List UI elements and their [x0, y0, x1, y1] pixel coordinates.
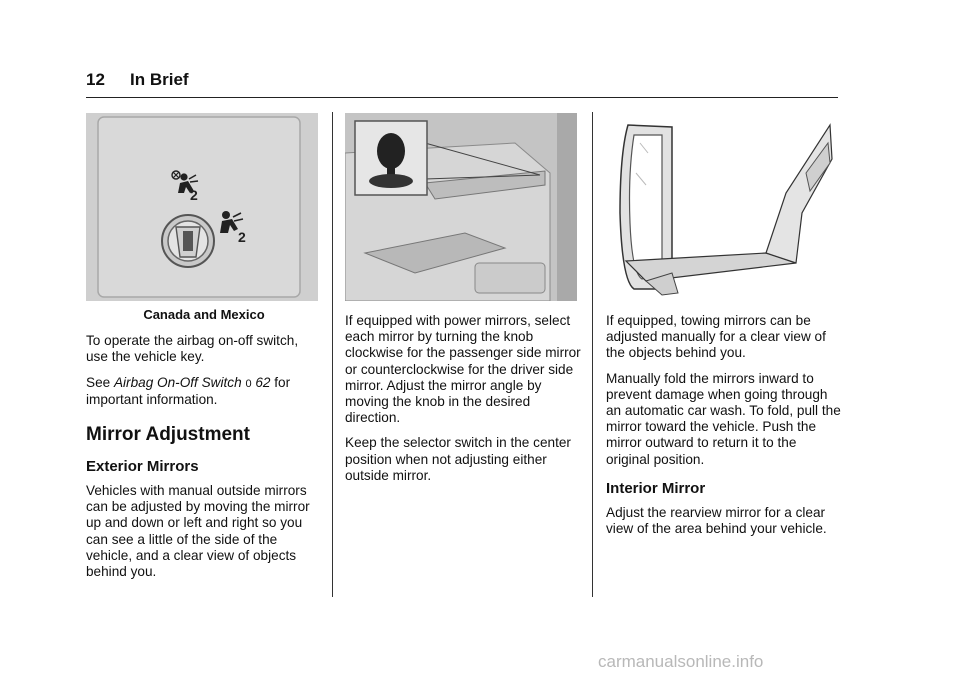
see-prefix: See [86, 374, 111, 390]
cross-reference-link[interactable]: Airbag On-Off Switch [113, 374, 242, 390]
column-divider [592, 112, 593, 597]
figure-caption: Canada and Mexico [143, 307, 265, 322]
column-2 [345, 113, 581, 493]
column-divider [332, 112, 333, 597]
icon-label: 2 [190, 187, 198, 203]
section-heading: Mirror Adjustment [86, 424, 250, 446]
see-suffix: for important information. [86, 374, 291, 407]
page-ref-number: 62 [255, 374, 271, 390]
key-switch-icon [162, 215, 214, 267]
header-divider [86, 97, 838, 98]
page-header [86, 70, 189, 90]
subsection-heading: Interior Mirror [606, 479, 706, 497]
selector-switch-paragraph: Keep the selector switch in the center position when not adjusting either outside mirror. [345, 435, 571, 483]
exterior-paragraph: Vehicles with manual outside mirrors can be adjusted by moving the mirror up and down or left and right so you can see a little of the side of the vehicle, and a clear view of objects behind you. [86, 483, 310, 580]
icon-label: 2 [238, 229, 246, 245]
mirror-control-knob-icon [355, 121, 427, 195]
interior-mirror-paragraph: Adjust the rearview mirror for a clear view of the area behind your vehicle. [606, 504, 827, 537]
column-3 [606, 113, 842, 546]
power-mirror-door-figure [345, 113, 577, 301]
power-mirror-paragraph: If equipped with power mirrors, select each mirror by turning the knob clockwise for the passenger side mirror or counterclockwise for the driver side mirror. Adjust the mirror angle by moving the knob in the desired direction. [345, 313, 581, 426]
airbag-switch-figure [86, 113, 318, 301]
airbag-paragraph: To operate the airbag on-off switch, use the vehicle key. [86, 333, 299, 365]
watermark: carmanualsonline.info [598, 652, 764, 671]
see-reference [86, 375, 322, 408]
fold-mirror-paragraph: Manually fold the mirrors inward to prevent damage when going through an automatic car wash. To fold, pull the mirror toward the vehicle. Push the mirror outward to return it to the original position. [606, 370, 841, 467]
page-number: 12 [86, 70, 105, 89]
subsection-heading: Exterior Mirrors [86, 458, 199, 476]
towing-mirror-paragraph: If equipped, towing mirrors can be adjusted manually for a clear view of the objects behind you. [606, 313, 826, 361]
section-title: In Brief [130, 70, 189, 89]
column-1 [86, 113, 322, 589]
page-ref-symbol: 0 [245, 377, 252, 390]
towing-mirror-figure [606, 113, 838, 301]
